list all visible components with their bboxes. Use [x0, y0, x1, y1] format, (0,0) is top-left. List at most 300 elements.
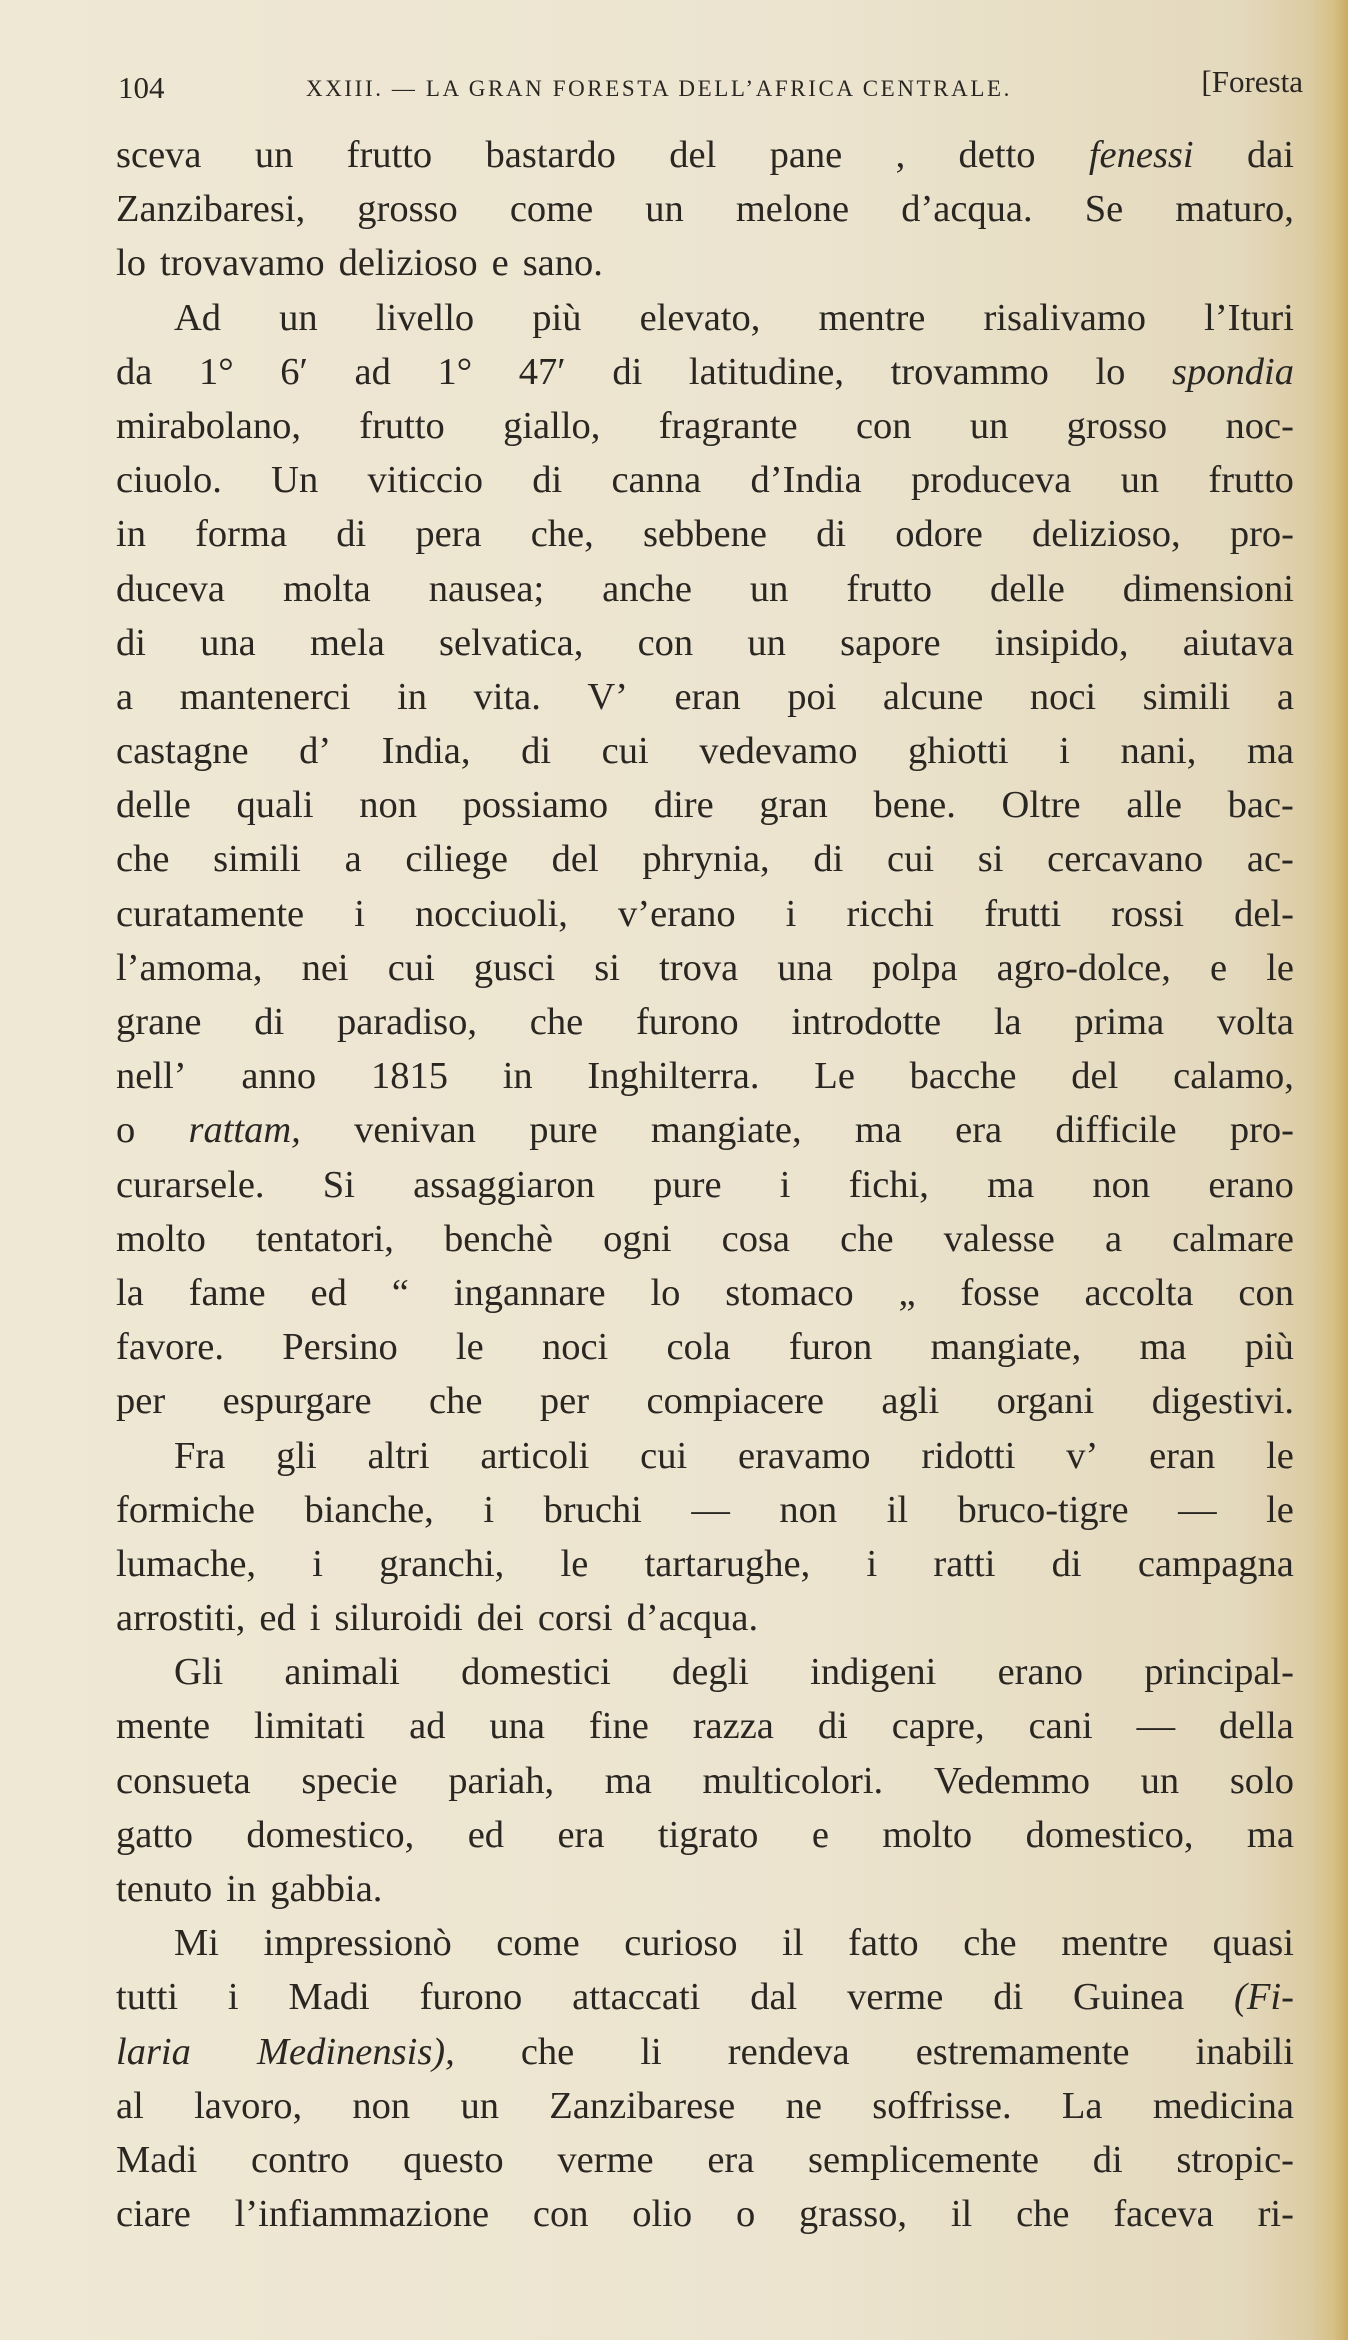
- word: fatto: [848, 1922, 919, 1965]
- word: per: [116, 1380, 166, 1423]
- word: mangiate,: [930, 1326, 1082, 1369]
- word: assaggiaron: [413, 1163, 595, 1206]
- word: domestici: [461, 1651, 611, 1694]
- word: come: [496, 1922, 580, 1965]
- word: Madi: [288, 1976, 370, 2019]
- word: calamo,: [1173, 1055, 1294, 1098]
- word: di: [813, 838, 844, 881]
- word: ma: [854, 1109, 902, 1152]
- word: semplicemente: [808, 2138, 1039, 2181]
- word: laria: [116, 2030, 191, 2073]
- word: l’Ituri: [1204, 296, 1294, 339]
- word: 1°: [198, 350, 234, 393]
- word: d’acqua.: [901, 188, 1033, 231]
- word: bac-: [1227, 784, 1294, 827]
- word: alle: [1126, 784, 1182, 827]
- text-line: [116, 1158, 1294, 1212]
- text-line: [116, 778, 1294, 832]
- word: ed: [467, 1813, 505, 1856]
- word: cui: [887, 838, 935, 881]
- word: l’infiammazione: [234, 2193, 490, 2236]
- word: dimensioni: [1122, 567, 1294, 610]
- word: del: [1071, 1055, 1119, 1098]
- word: simili: [1142, 675, 1231, 718]
- word: Madi: [116, 2138, 198, 2181]
- word: i: [1059, 730, 1070, 773]
- word: mentre: [818, 296, 926, 339]
- word: (Fi-: [1234, 1976, 1294, 2019]
- word: forma: [195, 513, 288, 556]
- word: giallo,: [503, 404, 601, 447]
- word: ad: [409, 1705, 446, 1748]
- word: eravamo: [737, 1434, 871, 1477]
- word: cui: [601, 730, 649, 773]
- word: a: [1276, 675, 1294, 718]
- word: „: [898, 1271, 916, 1314]
- word: che: [116, 838, 170, 881]
- word: multicolori.: [702, 1759, 884, 1802]
- word: Medinensis),: [256, 2030, 455, 2073]
- word: frutto: [1208, 459, 1294, 502]
- word: bianche,: [304, 1488, 434, 1531]
- word: Guinea: [1073, 1976, 1185, 2019]
- word: polpa: [872, 946, 958, 989]
- word: sapore: [840, 621, 941, 664]
- word: trovavamo: [159, 242, 325, 285]
- word: di: [254, 1001, 285, 1043]
- word: di: [521, 730, 552, 773]
- text-line: [116, 1754, 1294, 1808]
- word: mentre: [1061, 1922, 1169, 1965]
- word: v’erano: [618, 892, 736, 935]
- word: la: [993, 1001, 1022, 1043]
- word: di: [116, 621, 146, 664]
- text-line: [116, 2079, 1294, 2133]
- word: pane: [769, 134, 843, 176]
- word: molto: [116, 1217, 206, 1260]
- word: bastardo: [485, 134, 616, 176]
- word: mirabolano,: [116, 404, 301, 447]
- word: in: [226, 1868, 257, 1910]
- word: un: [254, 134, 294, 176]
- word: selvatica,: [439, 621, 584, 664]
- word: maturo,: [1175, 188, 1294, 231]
- word: possiamo: [462, 784, 609, 827]
- word: fame: [188, 1271, 266, 1314]
- word: ma: [1139, 1326, 1187, 1369]
- word: delle: [989, 567, 1065, 610]
- word: ridotti: [921, 1434, 1016, 1477]
- word: d’India: [750, 459, 862, 502]
- word: non: [1092, 1163, 1151, 1206]
- word: olio: [632, 2193, 693, 2236]
- word: gran: [759, 784, 828, 827]
- word: dei: [476, 1597, 524, 1640]
- word: una: [777, 946, 833, 989]
- word: rendeva: [727, 2030, 850, 2073]
- text-line: [116, 236, 1294, 290]
- word: V’: [587, 675, 628, 718]
- word: arrostiti,: [116, 1597, 246, 1640]
- word: gabbia.: [270, 1868, 383, 1910]
- text-line: [116, 1862, 1294, 1916]
- word: Se: [1084, 188, 1124, 231]
- word: duceva: [116, 567, 226, 610]
- word: fine: [588, 1705, 649, 1748]
- word: degli: [671, 1651, 749, 1694]
- word: bene.: [873, 784, 956, 827]
- word: odore: [895, 513, 983, 556]
- word: phrynia,: [642, 838, 770, 881]
- text-line: [116, 724, 1294, 778]
- word: valesse: [943, 1217, 1055, 1260]
- word: di: [1051, 1542, 1082, 1585]
- text-line: [116, 832, 1294, 886]
- word: di: [336, 513, 367, 556]
- word: 1°: [437, 350, 473, 393]
- text-line: [116, 1103, 1294, 1157]
- word: a: [116, 675, 134, 718]
- text-line: [116, 1916, 1294, 1970]
- word: furono: [419, 1976, 523, 2019]
- word: le: [560, 1542, 589, 1585]
- word: mangiate,: [650, 1109, 802, 1152]
- word: del-: [1234, 892, 1294, 935]
- word: a: [1104, 1217, 1123, 1260]
- word: una: [200, 621, 256, 664]
- word: i: [227, 1976, 239, 2019]
- text-line: [116, 399, 1294, 453]
- text-line: [116, 1645, 1294, 1699]
- word: d’: [299, 730, 332, 773]
- word: —: [1136, 1705, 1176, 1748]
- word: era: [557, 1813, 605, 1856]
- word: i: [785, 892, 797, 935]
- word: curioso: [624, 1922, 738, 1965]
- word: aiutava: [1182, 621, 1294, 664]
- text-line: [116, 1591, 1294, 1645]
- word: le: [1266, 1434, 1294, 1477]
- section-tag: [Foresta: [1201, 64, 1303, 99]
- word: compiacere: [646, 1380, 824, 1423]
- text-line: [116, 182, 1294, 236]
- word: ad: [354, 350, 391, 393]
- word: v’: [1066, 1434, 1099, 1477]
- word: espurgare: [222, 1380, 372, 1423]
- word: ma: [987, 1163, 1035, 1206]
- word: Vedemmo: [933, 1759, 1090, 1802]
- text-line: [116, 887, 1294, 941]
- word: in: [397, 675, 428, 718]
- word: gusci: [473, 946, 556, 989]
- word: un: [460, 2084, 499, 2127]
- word: delle: [116, 784, 191, 827]
- word: domestico,: [246, 1813, 415, 1856]
- word: stomaco: [725, 1271, 854, 1314]
- word: per: [539, 1380, 590, 1423]
- word: insipido,: [994, 621, 1129, 664]
- word: benchè: [443, 1217, 553, 1260]
- word: bruchi: [543, 1488, 642, 1531]
- word: gatto: [116, 1813, 193, 1856]
- word: rossi: [1111, 892, 1185, 935]
- word: —: [691, 1488, 730, 1531]
- word: ciliege: [405, 838, 508, 881]
- word: Gli: [174, 1651, 224, 1694]
- word: favore.: [116, 1326, 224, 1369]
- word: erano: [997, 1651, 1084, 1694]
- word: Zanzibarese: [549, 2084, 736, 2127]
- word: paradiso,: [336, 1001, 478, 1043]
- word: e: [491, 242, 509, 285]
- word: un: [279, 296, 318, 339]
- word: ingannare: [453, 1271, 606, 1314]
- word: ri-: [1257, 2193, 1294, 2236]
- text-line: [116, 453, 1294, 507]
- page-header: [118, 64, 1303, 114]
- word: con: [532, 2193, 589, 2236]
- word: cercavano: [1047, 838, 1204, 881]
- text-line: [116, 1049, 1294, 1103]
- word: Si: [322, 1163, 355, 1206]
- word: del: [551, 838, 599, 881]
- word: eran: [674, 675, 741, 718]
- word: Persino: [282, 1326, 398, 1369]
- word: dal: [750, 1976, 798, 2019]
- word: frutto: [359, 404, 445, 447]
- word: —: [1178, 1488, 1217, 1531]
- word: stropic-: [1176, 2138, 1294, 2181]
- word: articoli: [480, 1434, 590, 1477]
- word: le: [455, 1326, 484, 1369]
- word: organi: [996, 1380, 1095, 1423]
- word: vita.: [473, 675, 541, 718]
- text-line: [116, 1320, 1294, 1374]
- text-line: [116, 345, 1294, 399]
- word: nocciuoli,: [415, 892, 568, 935]
- word: razza: [692, 1705, 774, 1748]
- word: canna: [611, 459, 702, 502]
- word: con: [637, 621, 694, 664]
- word: rattam,: [188, 1109, 301, 1152]
- word: domestico,: [1025, 1813, 1194, 1856]
- word: tenuto: [116, 1868, 213, 1910]
- word: li: [640, 2030, 662, 2073]
- word: Oltre: [1001, 784, 1081, 827]
- word: i: [866, 1542, 878, 1585]
- word: Ad: [174, 296, 222, 339]
- word: l’amoma,: [116, 946, 263, 989]
- word: detto: [958, 134, 1036, 176]
- word: che: [520, 2030, 575, 2073]
- word: verme: [557, 2138, 654, 2181]
- word: melone: [735, 188, 850, 231]
- word: altri: [367, 1434, 430, 1477]
- word: livello: [375, 296, 475, 339]
- word: a: [344, 838, 362, 881]
- word: ogni: [603, 1217, 672, 1260]
- word: più: [1244, 1326, 1294, 1369]
- word: molto: [882, 1813, 973, 1856]
- word: frutto: [846, 567, 932, 610]
- word: sano.: [522, 242, 603, 285]
- word: al: [116, 2084, 144, 2127]
- word: un: [645, 188, 684, 231]
- word: inabili: [1195, 2030, 1294, 2073]
- word: ghiotti: [908, 730, 1009, 773]
- word: quali: [236, 784, 314, 827]
- word: grosso: [1066, 404, 1168, 447]
- word: di: [817, 1705, 848, 1748]
- word: non: [352, 2084, 411, 2127]
- word: che: [840, 1217, 894, 1260]
- word: delizioso,: [1032, 513, 1181, 556]
- word: furono: [635, 1001, 739, 1043]
- word: pure: [653, 1163, 722, 1206]
- word: 6′: [280, 350, 308, 393]
- word: mente: [116, 1705, 211, 1748]
- word: spondia: [1172, 350, 1294, 393]
- text-line: [116, 670, 1294, 724]
- text-line: [116, 1699, 1294, 1753]
- word: Un: [271, 459, 319, 502]
- word: il: [950, 2193, 973, 2236]
- word: viticcio: [367, 459, 483, 502]
- word: era: [955, 1109, 1003, 1152]
- word: agli: [881, 1380, 940, 1423]
- word: trova: [659, 946, 739, 989]
- word: tentatori,: [255, 1217, 394, 1260]
- word: da: [116, 350, 153, 393]
- word: agro-dolce,: [996, 946, 1171, 989]
- word: India,: [381, 730, 471, 773]
- word: lo: [650, 1271, 681, 1314]
- word: curarsele.: [116, 1163, 265, 1206]
- word: il: [782, 1922, 804, 1965]
- word: che: [1016, 2193, 1070, 2236]
- word: impressionò: [263, 1922, 452, 1965]
- word: curatamente: [116, 892, 305, 935]
- word: d’acqua.: [626, 1597, 759, 1640]
- word: alcune: [882, 675, 984, 718]
- word: digestivi.: [1151, 1380, 1294, 1423]
- word: vedevamo: [699, 730, 858, 773]
- word: o: [735, 2193, 756, 2236]
- word: noci: [1029, 675, 1097, 718]
- word: i: [779, 1163, 791, 1206]
- word: ne: [785, 2084, 822, 2127]
- word: più: [532, 296, 582, 339]
- word: o: [116, 1109, 136, 1152]
- word: ciare: [116, 2193, 191, 2236]
- word: produceva: [910, 459, 1072, 502]
- word: ricchi: [846, 892, 935, 935]
- word: come: [509, 188, 594, 231]
- word: la: [116, 1271, 144, 1314]
- word: capre,: [891, 1705, 985, 1748]
- word: un: [1140, 1759, 1180, 1802]
- word: quasi: [1212, 1922, 1294, 1965]
- word: tigrato: [657, 1813, 759, 1856]
- word: pera: [415, 513, 482, 556]
- word: introdotte: [791, 1001, 942, 1043]
- word: ma: [1246, 730, 1294, 773]
- word: medicina: [1152, 2084, 1294, 2127]
- word: sebbene: [642, 513, 767, 556]
- word: delizioso: [338, 242, 478, 285]
- word: “: [391, 1271, 409, 1314]
- page-number: 104: [118, 70, 165, 105]
- word: una: [489, 1705, 545, 1748]
- text-line: [116, 2025, 1294, 2079]
- text-line: [116, 1483, 1294, 1537]
- word: bruco-tigre: [957, 1488, 1129, 1531]
- text-line: [116, 941, 1294, 995]
- word: contro: [251, 2138, 350, 2181]
- word: La: [1061, 2084, 1103, 2127]
- word: elevato,: [639, 296, 761, 339]
- word: gli: [276, 1434, 317, 1477]
- word: era: [707, 2138, 755, 2181]
- word: nei: [301, 946, 349, 989]
- word: campagna: [1137, 1542, 1294, 1585]
- word: eran: [1149, 1434, 1216, 1477]
- word: e: [1210, 946, 1228, 989]
- word: i: [309, 1597, 321, 1640]
- text-line: [116, 2187, 1294, 2241]
- word: limitati: [254, 1705, 366, 1748]
- word: di: [532, 459, 563, 502]
- word: castagne: [116, 730, 249, 773]
- word: pariah,: [448, 1759, 555, 1802]
- word: del: [669, 134, 717, 176]
- word: consueta: [116, 1759, 251, 1802]
- word: frutti: [984, 892, 1062, 935]
- word: dai: [1246, 134, 1294, 176]
- body-text: [116, 128, 1294, 2241]
- word: in: [116, 513, 146, 556]
- word: non: [359, 784, 417, 827]
- word: tartarughe,: [644, 1542, 811, 1585]
- word: nausea;: [428, 567, 545, 610]
- word: attaccati: [572, 1976, 701, 2019]
- word: ma: [604, 1759, 652, 1802]
- text-line: [116, 1429, 1294, 1483]
- word: solo: [1229, 1759, 1294, 1802]
- word: un: [747, 621, 786, 664]
- word: sceva: [116, 134, 202, 176]
- word: noc-: [1225, 404, 1294, 447]
- word: mantenerci: [179, 675, 351, 718]
- word: latitudine,: [688, 350, 844, 393]
- word: che: [429, 1380, 483, 1423]
- word: 47′: [518, 350, 566, 393]
- text-line: [116, 1212, 1294, 1266]
- word: il: [886, 1488, 909, 1531]
- word: granchi,: [379, 1542, 505, 1585]
- word: furon: [788, 1326, 873, 1369]
- word: i: [312, 1542, 323, 1585]
- word: animali: [284, 1651, 400, 1694]
- text-line: [116, 1808, 1294, 1862]
- word: molta: [283, 567, 371, 610]
- word: Inghilterra.: [587, 1055, 760, 1098]
- word: che,: [530, 513, 594, 556]
- text-line: [116, 995, 1294, 1049]
- word: e: [811, 1813, 829, 1856]
- word: pure: [529, 1109, 598, 1152]
- word: cosa: [721, 1217, 791, 1260]
